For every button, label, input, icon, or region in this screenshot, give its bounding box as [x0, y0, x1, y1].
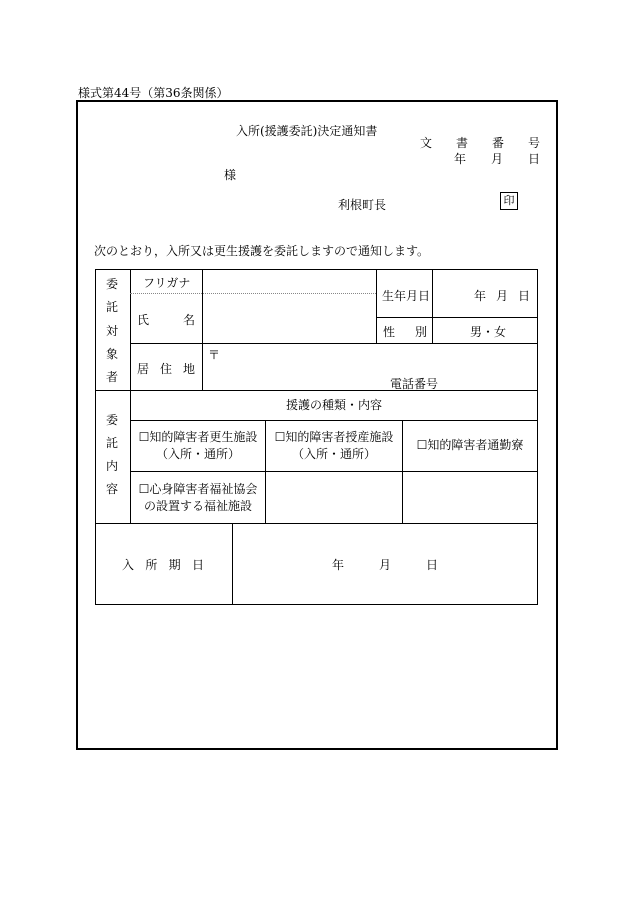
- option-subtext: （入所・通所）: [155, 447, 240, 461]
- address-label: [137, 360, 195, 377]
- date-char: 月: [378, 558, 391, 572]
- date-char: 年: [332, 558, 345, 572]
- label-char: 託: [105, 300, 118, 315]
- option-text: ☐知的障害者更生施設: [138, 430, 258, 444]
- label-char: 委: [105, 277, 118, 291]
- furigana-label: フリガナ: [143, 276, 191, 290]
- date-char: 年: [474, 289, 487, 303]
- option-intellectual-work-facility[interactable]: [266, 429, 402, 463]
- content-header: 援護の種類・内容: [285, 398, 382, 412]
- issue-date-field[interactable]: [454, 150, 540, 167]
- label-char: 日: [191, 558, 204, 572]
- phone-label: 電話番号: [390, 377, 439, 391]
- option-text: ☐知的障害者授産施設: [274, 430, 394, 444]
- label-char: 性: [383, 325, 396, 339]
- doc-number-char: 号: [527, 136, 540, 150]
- option-text: ☐知的障害者通勤寮: [416, 438, 524, 452]
- issuer-name: 利根町長: [338, 198, 387, 212]
- content-vertical-label: [104, 411, 120, 497]
- seal-mark: 印: [500, 192, 518, 210]
- label-char: 所: [145, 558, 158, 572]
- label-char: 地: [182, 362, 195, 376]
- sex-options[interactable]: 男・女: [470, 325, 507, 339]
- admission-date-field[interactable]: [332, 556, 438, 573]
- label-char: 住: [159, 362, 172, 376]
- label-char: 委: [105, 413, 118, 427]
- label-char: 象: [105, 346, 118, 361]
- option-intellectual-rehab-facility[interactable]: [131, 429, 265, 463]
- doc-number-char: 番: [491, 136, 504, 150]
- subject-vertical-label: [104, 275, 120, 385]
- option-welfare-association-facility[interactable]: [131, 481, 265, 515]
- name-input[interactable]: [203, 295, 375, 342]
- label-char: 居: [137, 362, 150, 376]
- date-char: 日: [425, 558, 438, 572]
- option-subtext: （入所・通所）: [291, 447, 376, 461]
- label-char: 託: [105, 436, 118, 450]
- furigana-input[interactable]: [203, 270, 375, 292]
- option-text: ☐心身障害者福祉協会: [138, 482, 258, 496]
- label-char: 氏: [137, 313, 150, 327]
- option-intellectual-commute-dorm[interactable]: [403, 437, 537, 454]
- name-label: [137, 311, 195, 328]
- address-input[interactable]: [203, 344, 537, 389]
- admission-date-label: [122, 556, 204, 573]
- addressee-suffix: 様: [224, 168, 237, 182]
- option-subtext: の設置する福祉施設: [143, 499, 252, 513]
- sex-label: [383, 323, 427, 340]
- birthdate-field[interactable]: [474, 287, 530, 304]
- label-char: 入: [122, 558, 135, 572]
- doc-number-char: 文: [420, 136, 433, 150]
- label-char: 対: [105, 323, 118, 338]
- label-char: 容: [105, 482, 118, 496]
- intro-text: 次のとおり，入所又は更生援護を委託しますので通知します。: [94, 244, 430, 258]
- date-char: 日: [517, 289, 530, 303]
- date-char: 日: [527, 152, 540, 166]
- label-char: 別: [414, 325, 427, 339]
- date-char: 年: [454, 152, 467, 166]
- form-frame: [76, 100, 558, 750]
- document-number-field[interactable]: [420, 134, 540, 151]
- label-char: 名: [182, 313, 195, 327]
- date-char: 月: [495, 289, 508, 303]
- label-char: 内: [105, 459, 118, 473]
- label-char: 者: [105, 370, 118, 384]
- label-char: 期: [168, 558, 181, 572]
- form-number: 様式第44号（第36条関係）: [78, 86, 229, 100]
- date-char: 月: [490, 152, 503, 166]
- birthdate-label: 生年月日: [382, 289, 431, 303]
- postal-mark: 〒: [208, 348, 221, 362]
- doc-number-char: 書: [455, 136, 468, 150]
- document-title: 入所(援護委託)決定通知書: [236, 124, 378, 138]
